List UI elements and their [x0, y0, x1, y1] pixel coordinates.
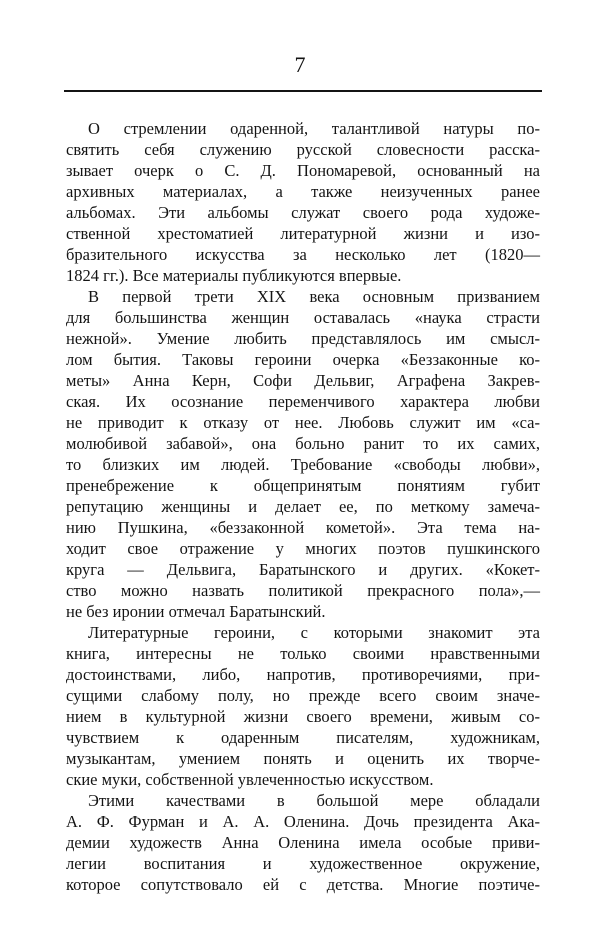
text-line: ственной хрестоматией литературной жизни и изо-	[66, 224, 540, 243]
text-line: альбомах. Эти альбомы служат своего рода художе-	[66, 203, 540, 222]
text-line: нию Пушкина, «беззаконной кометой». Эта тема на-	[66, 518, 540, 537]
text-line: сущими слабому полу, но прежде всего своим значе-	[66, 686, 540, 705]
text-line: А. Ф. Фурман и А. А. Оленина. Дочь президента Ака-	[66, 812, 540, 831]
text-line: О стремлении одаренной, талантливой натуры по-	[88, 119, 540, 138]
text-line: круга — Дельвига, Баратынского и других. «Кокет-	[66, 560, 540, 579]
paragraph	[66, 286, 540, 622]
header-rule	[64, 90, 542, 92]
text-line: музыкантам, умением понять и оценить их творче-	[66, 749, 540, 768]
text-line: для большинства женщин оставалась «наука страсти	[66, 308, 540, 327]
text-line: книга, интересны не только своими нравственными	[66, 644, 540, 663]
text-line: ходит свое отражение у многих поэтов пушкинского	[66, 539, 540, 558]
text-line: легии воспитания и художественное окружение,	[66, 854, 540, 873]
text-line: которое сопутствовало ей с детства. Многие поэтиче-	[66, 875, 540, 894]
text-line: не без иронии отмечал Баратынский.	[66, 602, 326, 621]
text-line: В первой трети XIX века основным призванием	[88, 287, 540, 306]
text-line: не приводит к отказу от нее. Любовь служит им «са-	[66, 413, 540, 432]
text-line: пренебрежение к общепринятым понятиям губит	[66, 476, 540, 495]
text-line: нежной». Умение любить представлялось им смысл-	[66, 329, 540, 348]
text-line: ская. Их осознание переменчивого характера любви	[66, 392, 540, 411]
text-line: 1824 гг.). Все материалы публикуются впервые.	[66, 266, 402, 285]
text-line: нием в культурной жизни своего времени, живым со-	[66, 707, 540, 726]
text-line: Литературные героини, с которыми знакомит эта	[88, 623, 540, 642]
body-text	[66, 118, 540, 895]
text-line: молюбивой забавой», она больно ранит то их самих,	[66, 434, 540, 453]
paragraph	[66, 622, 540, 790]
text-line: зывает очерк о С. Д. Пономаревой, основанный на	[66, 161, 540, 180]
text-line: архивных материалах, а также неизученных ранее	[66, 182, 540, 201]
paragraph	[66, 118, 540, 286]
text-line: меты» Анна Керн, Софи Дельвиг, Аграфена Закрев-	[66, 371, 540, 390]
text-line: чувствием к одаренным писателям, художникам,	[66, 728, 540, 747]
page-number: 7	[294, 52, 306, 77]
text-line: репутацию женщины и делает ее, по меткому замеча-	[66, 497, 540, 516]
text-line: то близких им людей. Требование «свободы любви»,	[66, 455, 540, 474]
text-line: достоинствами, либо, напротив, противоречиями, при-	[66, 665, 540, 684]
text-line: демии художеств Анна Оленина имела особые приви-	[66, 833, 540, 852]
text-line: святить себя служению русской словесности расска-	[66, 140, 540, 159]
text-line: бразительного искусства за несколько лет (1820—	[66, 245, 540, 264]
text-line: ство можно назвать политикой прекрасного пола»,—	[66, 581, 540, 600]
text-line: Этими качествами в большой мере обладали	[88, 791, 540, 810]
paragraph	[66, 790, 540, 895]
text-line: лом бытия. Таковы героини очерка «Беззаконные ко-	[66, 350, 540, 369]
text-line: ские муки, собственной увлеченностью искусством.	[66, 770, 434, 789]
